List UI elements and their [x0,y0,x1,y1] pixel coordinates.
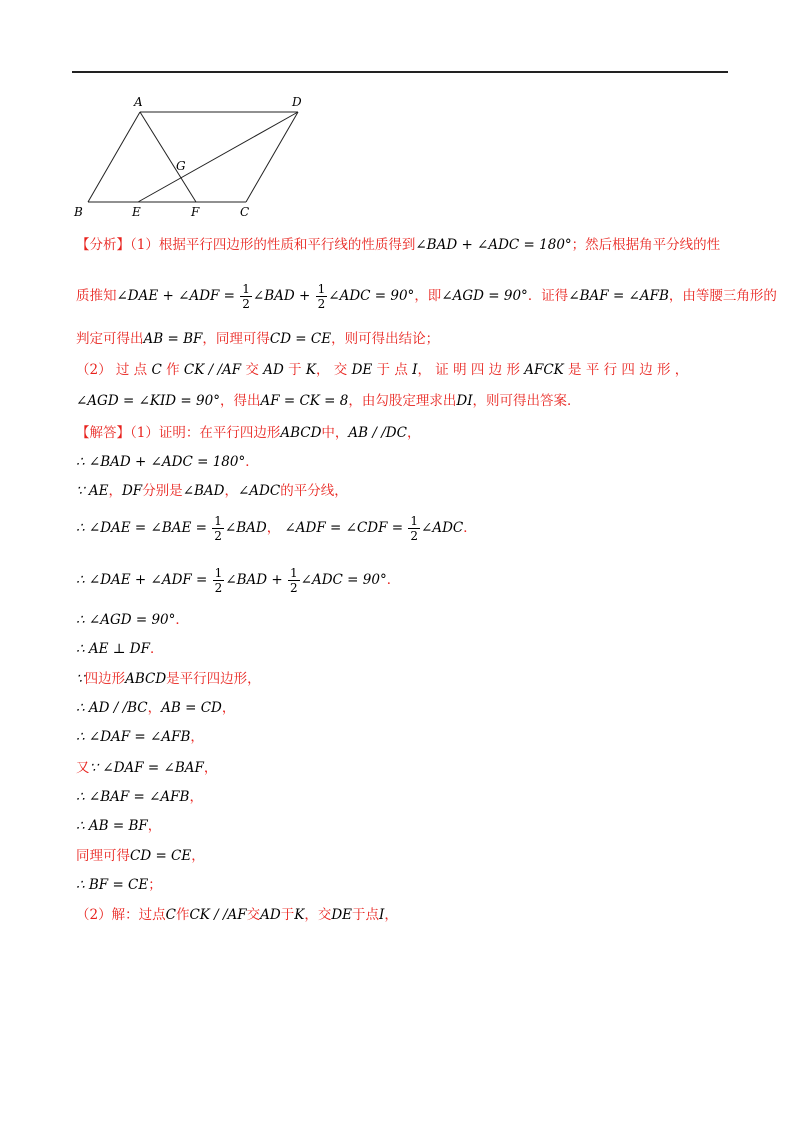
text-run: ． [386,572,401,588]
text-run: ， [266,520,285,536]
text-run: 是 平 行 四 边 形 ， [563,362,689,378]
text-run: 中， [321,425,349,441]
text-run: （2） 过 点 [76,362,152,378]
text-run: （2）解：过点 [76,907,166,923]
fraction [240,282,252,311]
math-expression: I [379,907,385,923]
text-run: ，由勾股定理求出 [348,393,457,409]
text-run: 于 [280,907,295,923]
point-label-D: D [292,95,302,109]
solution-line-16 [76,906,398,924]
analysis-line-3 [76,330,439,348]
fraction [316,282,328,311]
point-label-A: A [134,95,143,109]
text-run: 分别是 [142,483,183,499]
text-run: ， [108,483,122,499]
solution-line-7 [76,640,163,658]
text-run: 的平分线， [280,483,348,499]
math-expression: ABCD [280,425,322,441]
text-run: 【解答】 [76,425,130,441]
fraction-numerator: 1 [214,566,223,580]
text-run: ． [175,612,189,628]
point-label-F: F [191,205,200,219]
fraction-numerator: 1 [317,282,326,296]
text-run: （1）根据平行四边形的性质和平行线的性质得到 [130,237,416,253]
fraction [288,566,300,595]
point-label-B: B [74,205,83,219]
math-expression: DF [121,483,143,499]
math-expression: AB = BF [143,331,203,347]
math-expression: AD [263,362,284,378]
text-run: 于 点 [372,362,413,378]
math-expression: ∴ ∠BAD + ∠ADC = 180° [76,454,246,470]
text-run: ， [189,789,203,805]
math-expression: ∠AGD = ∠KID = 90° [76,393,220,409]
segment-DE [138,112,298,202]
text-run: （1）证明：在平行四边形 [130,425,281,441]
text-run: ， [406,425,421,441]
math-expression: ∴ ∠BAF = ∠AFB [76,789,190,805]
analysis-line-5 [76,392,581,410]
math-expression: AF = CK = 8 [260,393,349,409]
math-expression: ∠BAD + [225,572,288,588]
solution-line-5 [76,566,400,595]
math-expression: ∠BAF = ∠AFB [568,288,669,304]
math-expression: DE [331,907,353,923]
math-expression: AFCK [524,362,564,378]
fraction-numerator: 1 [410,514,419,528]
text-run: ，同理可得 [202,331,270,347]
analysis-line-1 [76,236,720,254]
text-run: ， [221,700,236,716]
header-rule [72,71,728,73]
analysis-line-4 [76,361,688,379]
math-expression: AB / /DC [348,425,407,441]
math-expression: ∠BAD + [252,288,315,304]
text-run: ， [147,818,162,834]
math-expression: DI [456,393,473,409]
text-run: 又 [76,760,90,776]
text-run: ， [203,760,218,776]
math-expression: ∴ AE ⊥ DF [76,641,150,657]
fraction [408,514,420,543]
point-label-G: G [176,159,186,173]
text-run: ， [384,907,398,923]
solution-line-15 [76,876,162,894]
solution-line-14 [76,847,205,865]
math-expression: ∴ BF = CE [76,877,149,893]
text-run: 交 [246,907,261,923]
math-expression: ∠BAD [182,483,225,499]
math-expression: ∠ADC = 90° [328,288,415,304]
math-expression: ∠BAD [224,520,267,536]
math-expression: ∵ AE [76,483,109,499]
math-expression: ∠BAD + ∠ADC = 180° [415,237,572,253]
fraction-denominator: 2 [214,581,223,595]
math-expression: ∴ ∠DAE + ∠ADF = [76,572,212,588]
math-expression: ∵ ∠DAF = ∠BAF [89,760,204,776]
solution-line-11 [76,759,217,777]
text-run: 同理可得 [76,848,130,864]
solution-line-1 [76,424,420,442]
math-expression: AB = CD [161,700,222,716]
fraction-denominator: 2 [410,529,419,543]
math-expression: ∴ ∠DAF = ∠AFB [76,729,191,745]
text-run: 是平行四边形， [166,671,261,687]
text-run: ．证得 [527,288,569,304]
math-expression: ∵ [76,671,85,687]
math-expression: CK / /AF [189,907,247,923]
segment-DC [246,112,298,202]
fraction-numerator: 1 [242,282,250,296]
fraction [212,514,224,543]
solution-line-4 [76,514,477,543]
math-expression: CD = CE [269,331,332,347]
text-run: ， 交 [315,362,352,378]
math-expression: K [294,907,305,923]
text-run: ，交 [304,907,332,923]
text-run: ， [191,848,205,864]
math-expression: ∴ ∠AGD = 90° [76,612,176,628]
text-run: ， [190,729,204,745]
text-run: 交 [241,362,264,378]
point-label-C: C [240,205,250,219]
math-expression: C [165,907,176,923]
text-run: 作 [161,362,184,378]
math-expression: ∠ADC = 90° [300,572,387,588]
analysis-line-2 [76,282,777,311]
text-run: ； [148,877,162,893]
fraction-denominator: 2 [290,581,298,595]
fraction-denominator: 2 [317,297,326,311]
text-run: 【分析】 [76,237,130,253]
text-run: 作 [175,907,190,923]
solution-line-13 [76,817,161,835]
math-expression: ∴ AD / /BC [76,700,148,716]
math-expression: ∠ADF = ∠CDF = [284,520,408,536]
math-expression: ABCD [125,671,167,687]
solution-line-2 [76,453,259,471]
text-run: ，则可得出结论； [331,331,440,347]
solution-line-6 [76,611,189,629]
math-expression: ∠AGD = 90° [441,288,528,304]
solution-line-12 [76,788,203,806]
text-run: 四边形 [84,671,126,687]
text-run: ． [149,641,164,657]
math-expression: C [151,362,162,378]
text-run: ，即 [414,288,442,304]
math-expression: ∴ AB = BF [76,818,148,834]
text-run: ，则可得出答案． [472,393,581,409]
text-run: ；然后根据角平分线的性 [571,237,721,253]
segment-AB [88,112,140,202]
fraction [213,566,225,595]
math-expression: DE [351,362,373,378]
math-expression: CD = CE [130,848,192,864]
text-run: ， [224,483,238,499]
math-expression: ∠ADC [238,483,281,499]
text-run: ， [147,700,162,716]
math-expression: ∠DAE + ∠ADF = [116,288,240,304]
text-run: 于 [283,362,306,378]
solution-line-10 [76,728,204,746]
math-expression: I [412,362,418,378]
math-expression: K [305,362,316,378]
math-expression: ∠ADC [421,520,464,536]
solution-line-9 [76,699,235,717]
text-run: 判定可得出 [76,331,144,347]
text-run: ． [245,454,259,470]
solution-line-3 [76,482,348,500]
point-label-E: E [132,205,141,219]
math-expression: AD [260,907,281,923]
segment-AF [140,112,196,202]
text-run: ，得出 [219,393,261,409]
text-run: ， 证 明 四 边 形 [417,362,525,378]
text-run: ，由等腰三角形的 [668,288,777,304]
text-run: 质推知 [76,288,117,304]
fraction-denominator: 2 [214,529,222,543]
parallelogram-figure [72,92,332,222]
fraction-numerator: 1 [214,514,222,528]
math-expression: ∴ ∠DAE = ∠BAE = [76,520,212,536]
text-run: ． [463,520,477,536]
solution-line-8 [76,670,261,688]
text-run: 于点 [352,907,380,923]
fraction-denominator: 2 [242,297,250,311]
math-expression: CK / /AF [183,362,242,378]
fraction-numerator: 1 [290,566,298,580]
